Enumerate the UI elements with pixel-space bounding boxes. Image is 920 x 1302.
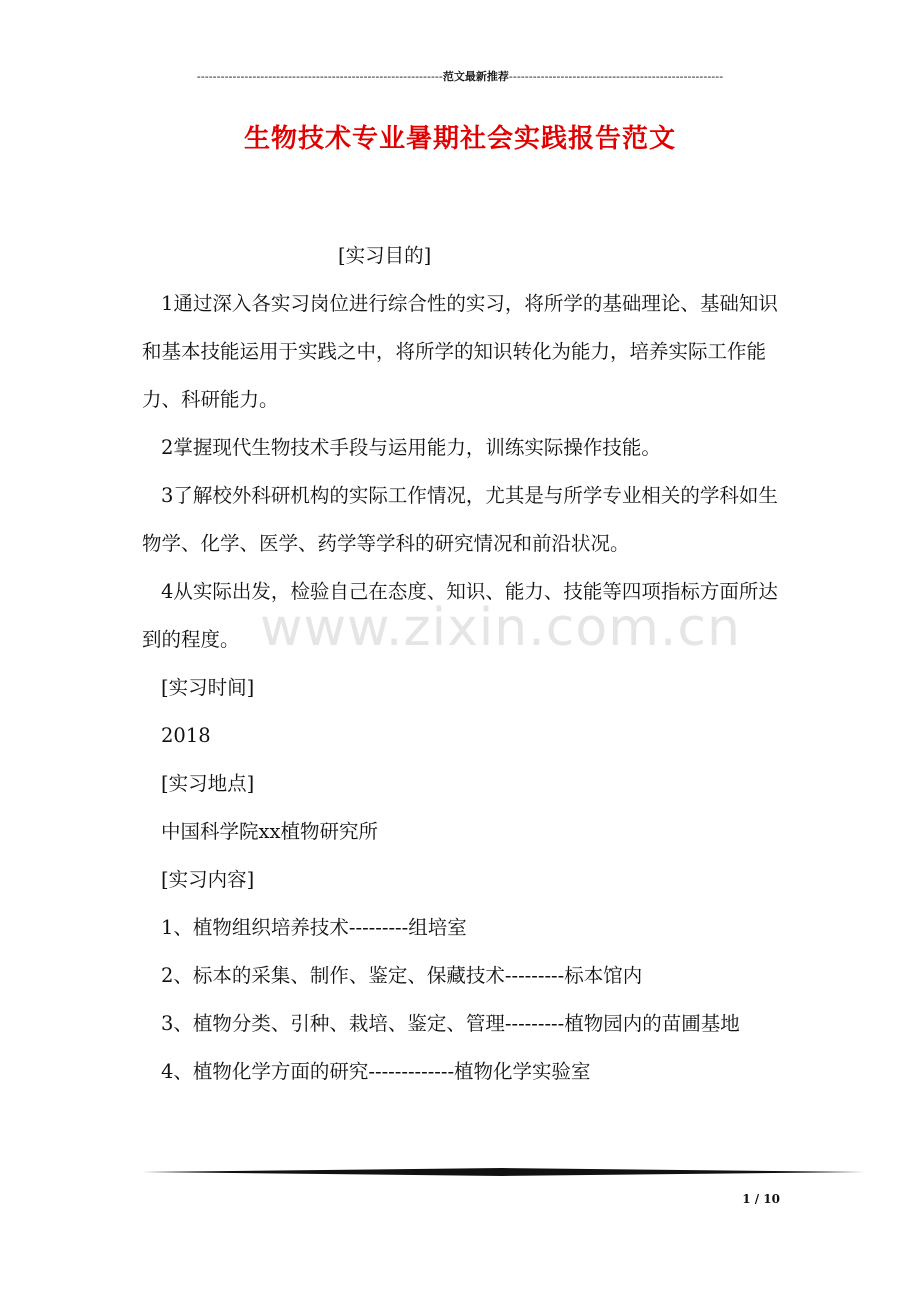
section-heading-time: [实习时间] (161, 676, 255, 699)
section-heading-purpose: [实习目的] (338, 244, 432, 267)
place-value: 中国科学院xx植物研究所 (161, 820, 378, 843)
purpose-item-2: 2掌握现代生物技术手段与运用能力，训练实际操作技能。 (161, 436, 661, 459)
time-value: 2018 (161, 724, 211, 747)
content-item-1: 1、植物组织培养技术---------组培室 (161, 916, 467, 939)
document-title: 生物技术专业暑期社会实践报告范文 (243, 124, 676, 154)
purpose-item-1: 1通过深入各实习岗位进行综合性的实习，将所学的基础理论、基础知识和基本技能运用于实践之中，将所学的知识转化为能力，培养实际工作能力、科研能力。 (142, 292, 778, 411)
section-heading-place: [实习地点] (161, 772, 255, 795)
document-body (142, 232, 784, 1096)
content-item-2: 2、标本的采集、制作、鉴定、保藏技术---------标本馆内 (161, 964, 643, 987)
footer-rule (142, 1166, 864, 1178)
section-heading-content: [实习内容] (161, 868, 255, 891)
page-number: 1 / 10 (742, 1192, 780, 1206)
content-item-3: 3、植物分类、引种、栽培、鉴定、管理---------植物园内的苗圃基地 (161, 1012, 740, 1035)
header-right-dashes: ------------------------------------------------------ (508, 70, 724, 83)
purpose-item-3: 3了解校外科研机构的实际工作情况，尤其是与所学专业相关的学科如生物学、化学、医学、药学等学科的研究情况和前沿状况。 (142, 484, 778, 555)
header-left-dashes: -------------------------------------------------------------- (196, 70, 443, 83)
header-label: 范文最新推荐 (442, 70, 509, 83)
page-header (140, 68, 780, 86)
watermark: www.zixin.com.cn (260, 598, 741, 658)
purpose-item-4: 4从实际出发，检验自己在态度、知识、能力、技能等四项指标方面所达到的程度。 (142, 580, 778, 651)
content-item-4: 4、植物化学方面的研究-------------植物化学实验室 (161, 1060, 591, 1083)
